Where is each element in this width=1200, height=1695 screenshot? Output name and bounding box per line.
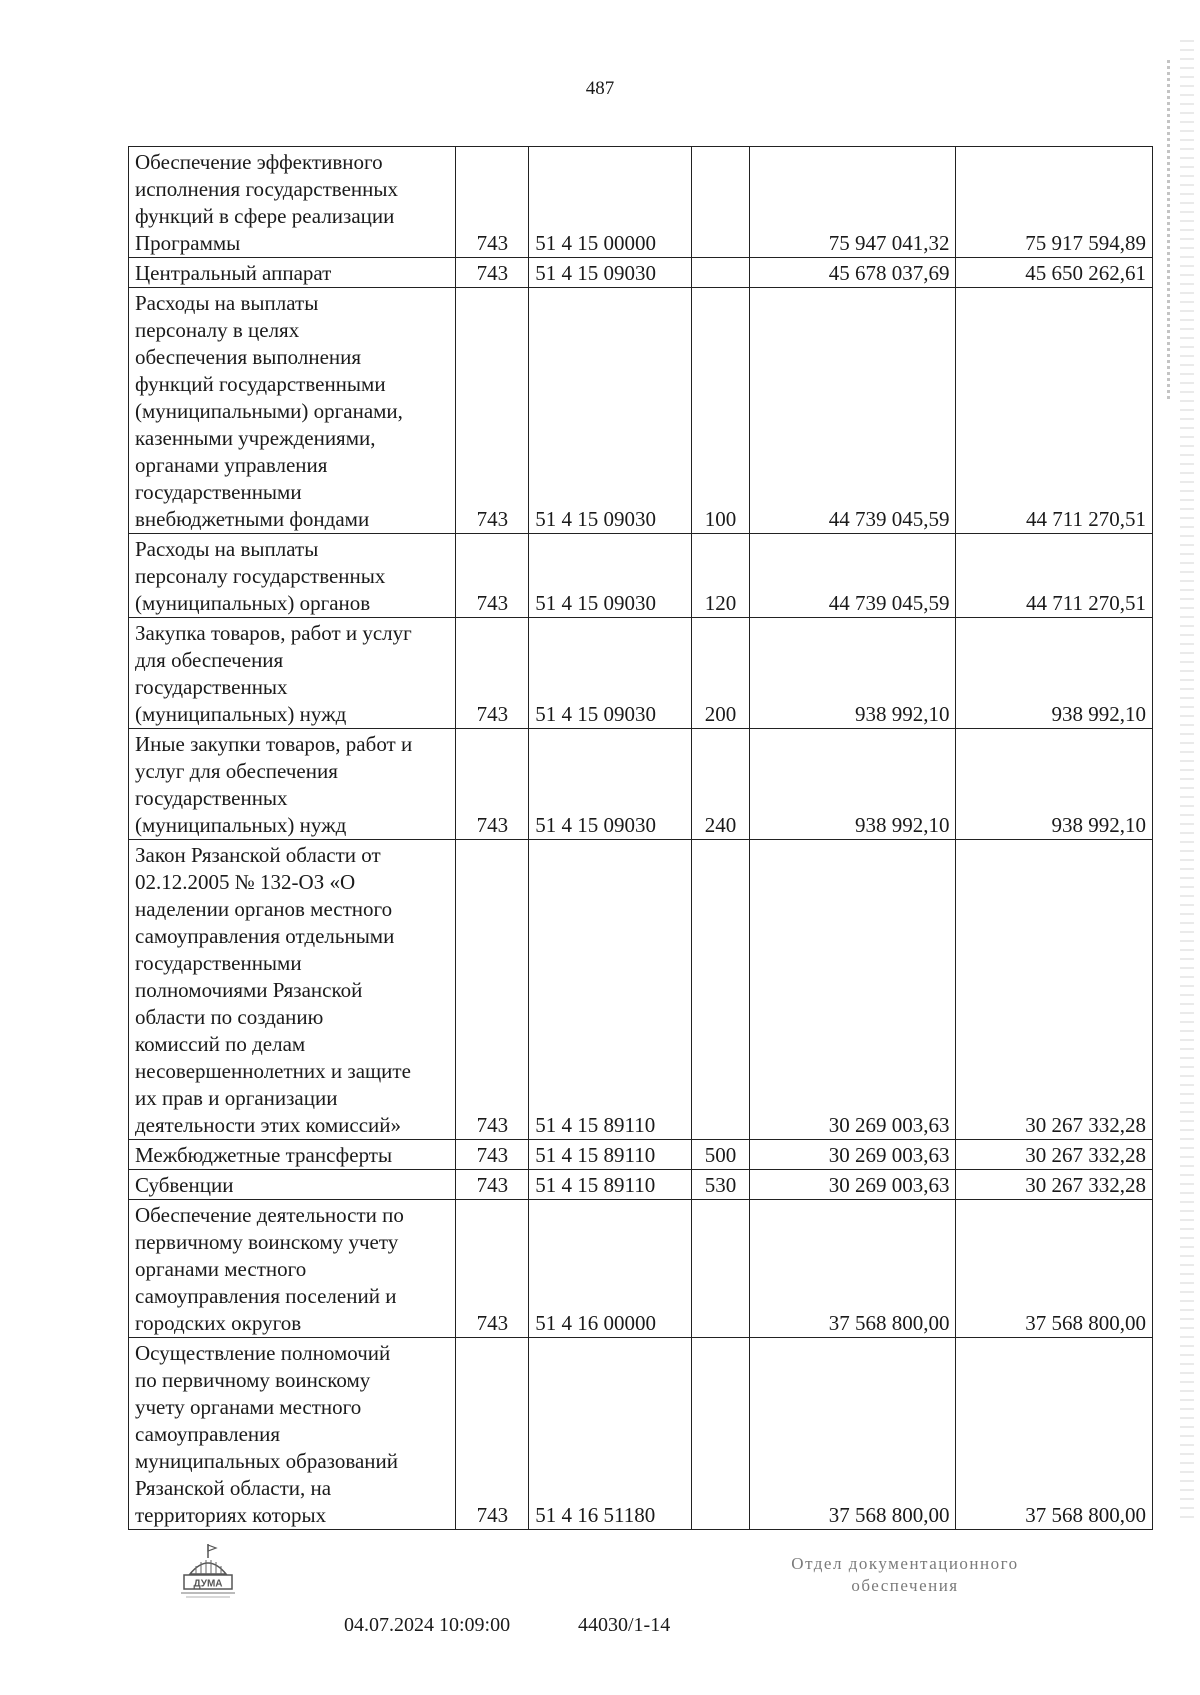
- cell-sum-2: 45 650 262,61: [956, 258, 1153, 288]
- cell-name: [129, 618, 456, 729]
- stamp-line: Отдел документационного: [791, 1554, 1019, 1573]
- cell-ved: 743: [456, 1170, 529, 1200]
- cell-name-line: муниципальных образований: [135, 1449, 398, 1473]
- cell-name-line: персоналу в целях: [135, 318, 300, 342]
- footer-doc-number: 44030/1-14: [578, 1614, 671, 1636]
- table-row: [129, 288, 1153, 534]
- cell-vr: [692, 147, 749, 258]
- cell-sum-2: 37 568 800,00: [956, 1338, 1153, 1530]
- cell-name: [129, 288, 456, 534]
- cell-name-line: Расходы на выплаты: [135, 291, 319, 315]
- cell-name-line: обеспечения выполнения: [135, 345, 362, 369]
- cell-name-line: Межбюджетные трансферты: [135, 1143, 393, 1167]
- cell-sum-1: 30 269 003,63: [749, 840, 956, 1140]
- cell-name-line: Рязанской области, на: [135, 1476, 332, 1500]
- cell-name-line: их прав и организации: [135, 1086, 338, 1110]
- cell-name-line: функций в сфере реализации: [135, 204, 395, 228]
- cell-vr: 100: [692, 288, 749, 534]
- cell-name: [129, 147, 456, 258]
- cell-ved: 743: [456, 258, 529, 288]
- cell-kcsr: 51 4 15 89110: [529, 1170, 692, 1200]
- cell-vr: 240: [692, 729, 749, 840]
- cell-ved: 743: [456, 729, 529, 840]
- cell-sum-2: 44 711 270,51: [956, 288, 1153, 534]
- cell-name-line: функций государственными: [135, 372, 386, 396]
- cell-sum-1: 37 568 800,00: [749, 1200, 956, 1338]
- cell-name-line: (муниципальными) органами,: [135, 399, 403, 423]
- cell-kcsr: 51 4 16 51180: [529, 1338, 692, 1530]
- budget-table: [128, 146, 1153, 1530]
- cell-vr: [692, 258, 749, 288]
- cell-vr: 200: [692, 618, 749, 729]
- cell-name-line: для обеспечения: [135, 648, 284, 672]
- cell-name-line: 02.12.2005 № 132-ОЗ «О: [135, 870, 356, 894]
- cell-name-line: государственных: [135, 675, 288, 699]
- cell-ved: 743: [456, 1200, 529, 1338]
- cell-name-line: Обеспечение эффективного: [135, 150, 383, 174]
- cell-name-line: персоналу государственных: [135, 564, 386, 588]
- cell-name: [129, 534, 456, 618]
- page-number: 487: [585, 78, 615, 99]
- cell-name-line: Субвенции: [135, 1173, 234, 1197]
- cell-name: [129, 258, 456, 288]
- cell-name-line: городских округов: [135, 1311, 302, 1335]
- cell-sum-2: 37 568 800,00: [956, 1200, 1153, 1338]
- cell-kcsr: 51 4 16 00000: [529, 1200, 692, 1338]
- table-row: [129, 147, 1153, 258]
- cell-name-line: Закон Рязанской области от: [135, 843, 381, 867]
- cell-name-line: самоуправления отдельными: [135, 924, 395, 948]
- table-row: [129, 729, 1153, 840]
- cell-sum-1: 75 947 041,32: [749, 147, 956, 258]
- cell-sum-1: 37 568 800,00: [749, 1338, 956, 1530]
- cell-name-line: территориях которых: [135, 1503, 327, 1527]
- cell-kcsr: 51 4 15 09030: [529, 534, 692, 618]
- cell-kcsr: 51 4 15 09030: [529, 729, 692, 840]
- table-row: [129, 618, 1153, 729]
- cell-sum-2: 30 267 332,28: [956, 1140, 1153, 1170]
- cell-sum-2: 75 917 594,89: [956, 147, 1153, 258]
- cell-sum-1: 44 739 045,59: [749, 534, 956, 618]
- cell-name-line: Осуществление полномочий: [135, 1341, 391, 1365]
- cell-name-line: Программы: [135, 231, 241, 255]
- cell-name-line: государственными: [135, 951, 302, 975]
- cell-name-line: казенными учреждениями,: [135, 426, 376, 450]
- cell-ved: 743: [456, 288, 529, 534]
- cell-name-line: наделении органов местного: [135, 897, 393, 921]
- cell-kcsr: 51 4 15 89110: [529, 840, 692, 1140]
- cell-sum-1: 30 269 003,63: [749, 1140, 956, 1170]
- stamp-line: обеспечения: [851, 1576, 959, 1595]
- cell-name-line: исполнения государственных: [135, 177, 398, 201]
- table-row: [129, 1140, 1153, 1170]
- cell-name-line: (муниципальных) органов: [135, 591, 371, 615]
- cell-vr: [692, 1200, 749, 1338]
- cell-name-line: первичному воинскому учету: [135, 1230, 399, 1254]
- cell-name: [129, 1200, 456, 1338]
- cell-name-line: государственными: [135, 480, 302, 504]
- cell-ved: 743: [456, 840, 529, 1140]
- cell-name-line: органами управления: [135, 453, 328, 477]
- cell-name: [129, 1170, 456, 1200]
- cell-kcsr: 51 4 15 09030: [529, 618, 692, 729]
- cell-vr: 120: [692, 534, 749, 618]
- cell-sum-1: 938 992,10: [749, 729, 956, 840]
- cell-name-line: области по созданию: [135, 1005, 324, 1029]
- table-row: [129, 840, 1153, 1140]
- cell-sum-1: 30 269 003,63: [749, 1170, 956, 1200]
- cell-name-line: учету органами местного: [135, 1395, 362, 1419]
- cell-name-line: самоуправления поселений и: [135, 1284, 397, 1308]
- cell-name-line: полномочиями Рязанской: [135, 978, 363, 1002]
- table-row: [129, 534, 1153, 618]
- cell-name-line: Обеспечение деятельности по: [135, 1203, 404, 1227]
- cell-name-line: (муниципальных) нужд: [135, 702, 347, 726]
- scan-edge-artifact: [1180, 40, 1194, 1520]
- table-row: [129, 1170, 1153, 1200]
- table-row: [129, 1200, 1153, 1338]
- cell-name: [129, 1338, 456, 1530]
- cell-name-line: комиссий по делам: [135, 1032, 306, 1056]
- cell-kcsr: 51 4 15 09030: [529, 258, 692, 288]
- cell-name-line: Закупка товаров, работ и услуг: [135, 621, 412, 645]
- cell-name-line: по первичному воинскому: [135, 1368, 371, 1392]
- cell-sum-1: 938 992,10: [749, 618, 956, 729]
- cell-sum-1: 45 678 037,69: [749, 258, 956, 288]
- cell-ved: 743: [456, 147, 529, 258]
- cell-ved: 743: [456, 618, 529, 729]
- cell-sum-1: 44 739 045,59: [749, 288, 956, 534]
- cell-name-line: услуг для обеспечения: [135, 759, 338, 783]
- footer-datetime: 04.07.2024 10:09:00: [344, 1614, 511, 1636]
- cell-name-line: государственных: [135, 786, 288, 810]
- duma-logo-icon: [178, 1542, 238, 1600]
- cell-vr: 500: [692, 1140, 749, 1170]
- scan-edge-artifact-dark: [1167, 60, 1170, 400]
- cell-kcsr: 51 4 15 09030: [529, 288, 692, 534]
- budget-table-body: [129, 147, 1153, 1530]
- cell-sum-2: 30 267 332,28: [956, 840, 1153, 1140]
- table-row: [129, 1338, 1153, 1530]
- cell-ved: 743: [456, 1140, 529, 1170]
- cell-vr: [692, 1338, 749, 1530]
- duma-logo-text: ДУМА: [193, 1578, 223, 1590]
- cell-name-line: Расходы на выплаты: [135, 537, 319, 561]
- cell-ved: 743: [456, 534, 529, 618]
- cell-name-line: деятельности этих комиссий»: [135, 1113, 402, 1137]
- cell-kcsr: 51 4 15 89110: [529, 1140, 692, 1170]
- cell-ved: 743: [456, 1338, 529, 1530]
- department-stamp: [760, 1553, 1050, 1597]
- cell-sum-2: 44 711 270,51: [956, 534, 1153, 618]
- table-row: [129, 258, 1153, 288]
- cell-sum-2: 938 992,10: [956, 729, 1153, 840]
- cell-name-line: несовершеннолетних и защите: [135, 1059, 411, 1083]
- cell-name-line: Иные закупки товаров, работ и: [135, 732, 413, 756]
- cell-name-line: внебюджетными фондами: [135, 507, 370, 531]
- cell-name: [129, 729, 456, 840]
- cell-name-line: органами местного: [135, 1257, 307, 1281]
- cell-name-line: самоуправления: [135, 1422, 281, 1446]
- cell-kcsr: 51 4 15 00000: [529, 147, 692, 258]
- cell-name: [129, 1140, 456, 1170]
- cell-sum-2: 938 992,10: [956, 618, 1153, 729]
- cell-vr: [692, 840, 749, 1140]
- cell-sum-2: 30 267 332,28: [956, 1170, 1153, 1200]
- cell-name-line: (муниципальных) нужд: [135, 813, 347, 837]
- cell-name-line: Центральный аппарат: [135, 261, 332, 285]
- cell-name: [129, 840, 456, 1140]
- cell-vr: 530: [692, 1170, 749, 1200]
